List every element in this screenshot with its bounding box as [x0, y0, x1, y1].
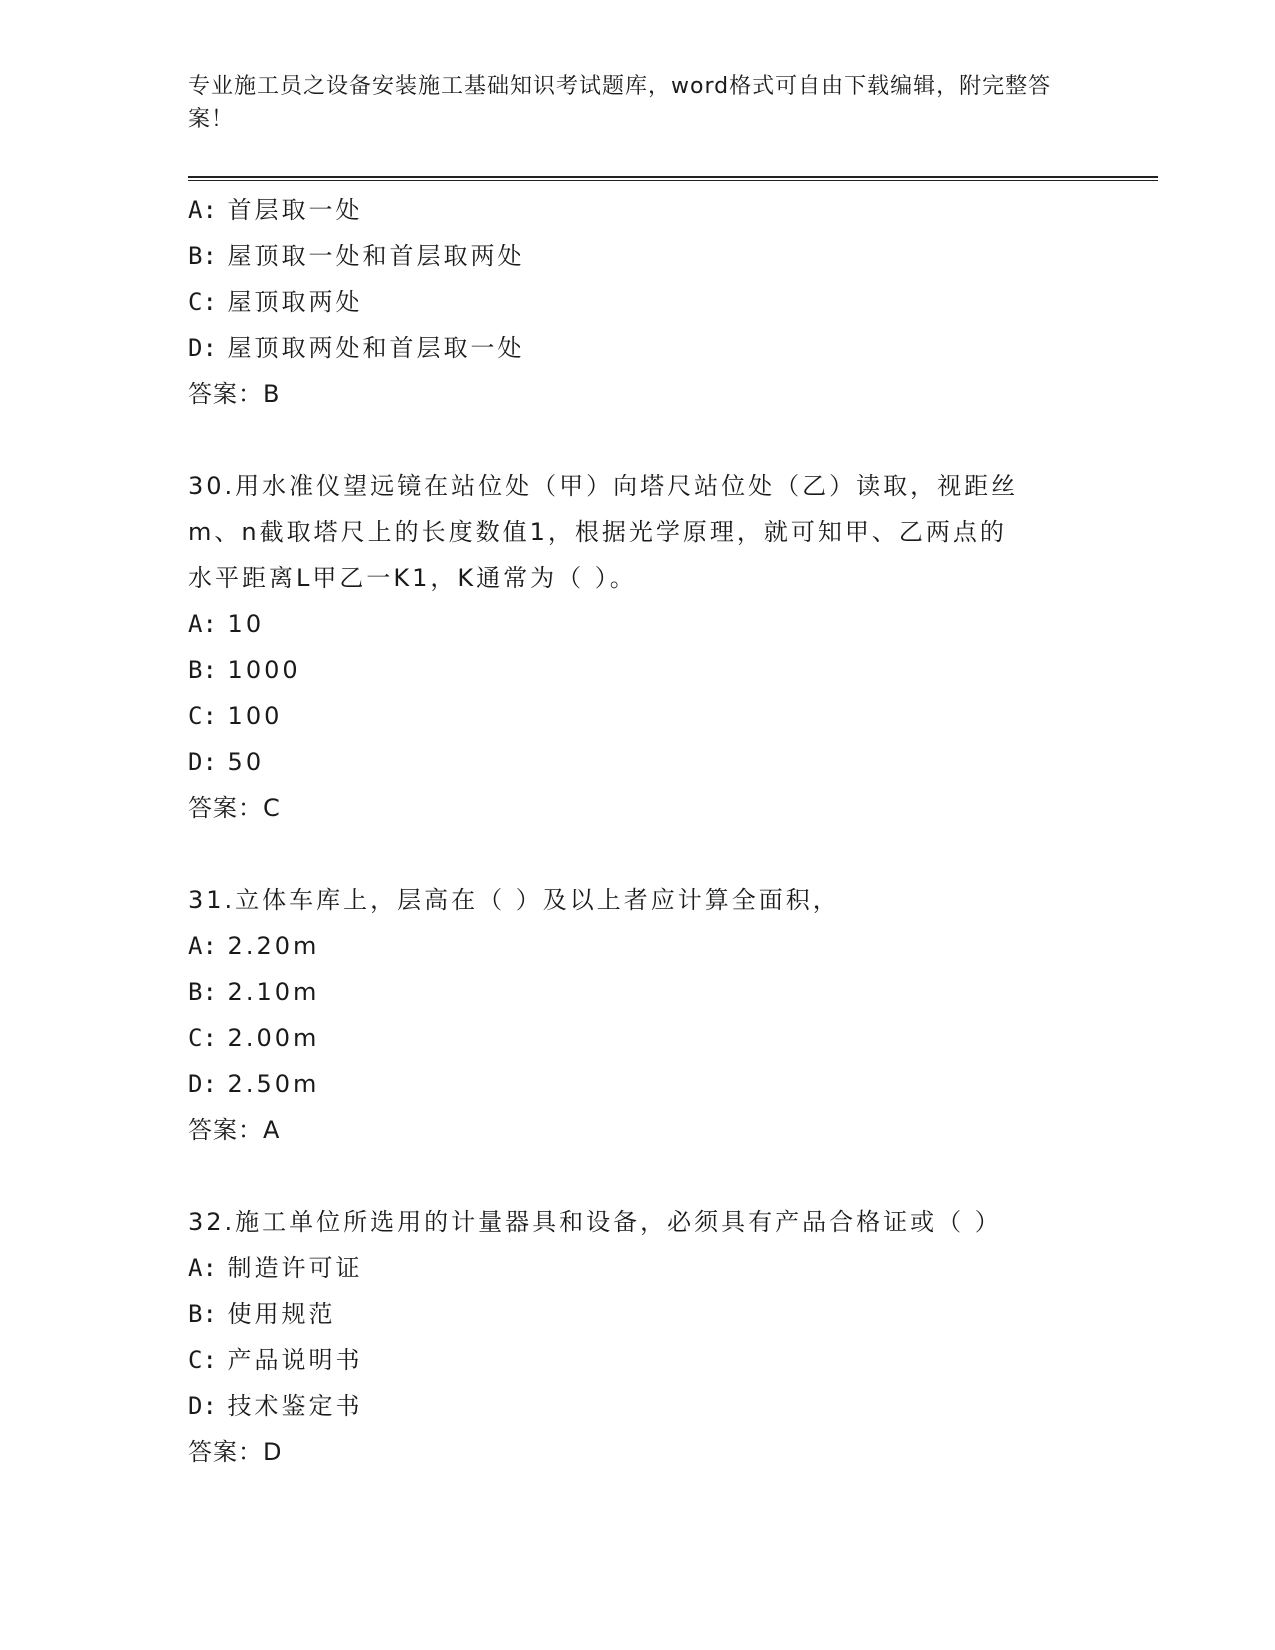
option-d: D: 50: [188, 748, 265, 776]
question-stem-line: 水平距离L甲乙一K1，K通常为（ ）。: [188, 564, 637, 592]
answer-line: 答案：C: [188, 794, 281, 822]
spacer: [188, 417, 1088, 463]
option-a: A: 首层取一处: [188, 196, 363, 224]
option-c: C: 产品说明书: [188, 1346, 363, 1374]
question-stem-line: m、n截取塔尺上的长度数值1，根据光学原理，就可知甲、乙两点的: [188, 518, 1007, 546]
option-d: D: 2.50m: [188, 1070, 320, 1098]
spacer: [188, 1153, 1088, 1199]
option-b: B: 1000: [188, 656, 301, 684]
option-a: A: 制造许可证: [188, 1254, 363, 1282]
option-b: B: 屋顶取一处和首层取两处: [188, 242, 525, 270]
spacer: [188, 831, 1088, 877]
question-30: [188, 463, 1088, 831]
question-stem-line: 31.立体车库上，层高在（ ）及以上者应计算全面积，: [188, 886, 840, 914]
header-divider: [188, 176, 1158, 181]
option-c: C: 100: [188, 702, 283, 730]
document-header: 专业施工员之设备安装施工基础知识考试题库，word格式可自由下载编辑，附完整答案！: [188, 74, 1052, 132]
question-29-continued: [188, 187, 1088, 417]
option-b: B: 2.10m: [188, 978, 320, 1006]
option-d: D: 技术鉴定书: [188, 1392, 363, 1420]
question-32: [188, 1199, 1088, 1475]
option-a: A: 10: [188, 610, 265, 638]
option-c: C: 2.00m: [188, 1024, 320, 1052]
question-stem-line: 32.施工单位所选用的计量器具和设备，必须具有产品合格证或（ ）: [188, 1208, 1002, 1236]
option-c: C: 屋顶取两处: [188, 288, 363, 316]
option-b: B: 使用规范: [188, 1300, 336, 1328]
answer-line: 答案：A: [188, 1116, 281, 1144]
answer-line: 答案：D: [188, 1438, 283, 1466]
answer-line: 答案：B: [188, 380, 281, 408]
question-list: [188, 187, 1088, 1475]
question-stem-line: 30.用水准仪望远镜在站位处（甲）向塔尺站位处（乙）读取，视距丝: [188, 472, 1019, 500]
option-a: A: 2.20m: [188, 932, 320, 960]
option-d: D: 屋顶取两处和首层取一处: [188, 334, 525, 362]
question-31: [188, 877, 1088, 1153]
